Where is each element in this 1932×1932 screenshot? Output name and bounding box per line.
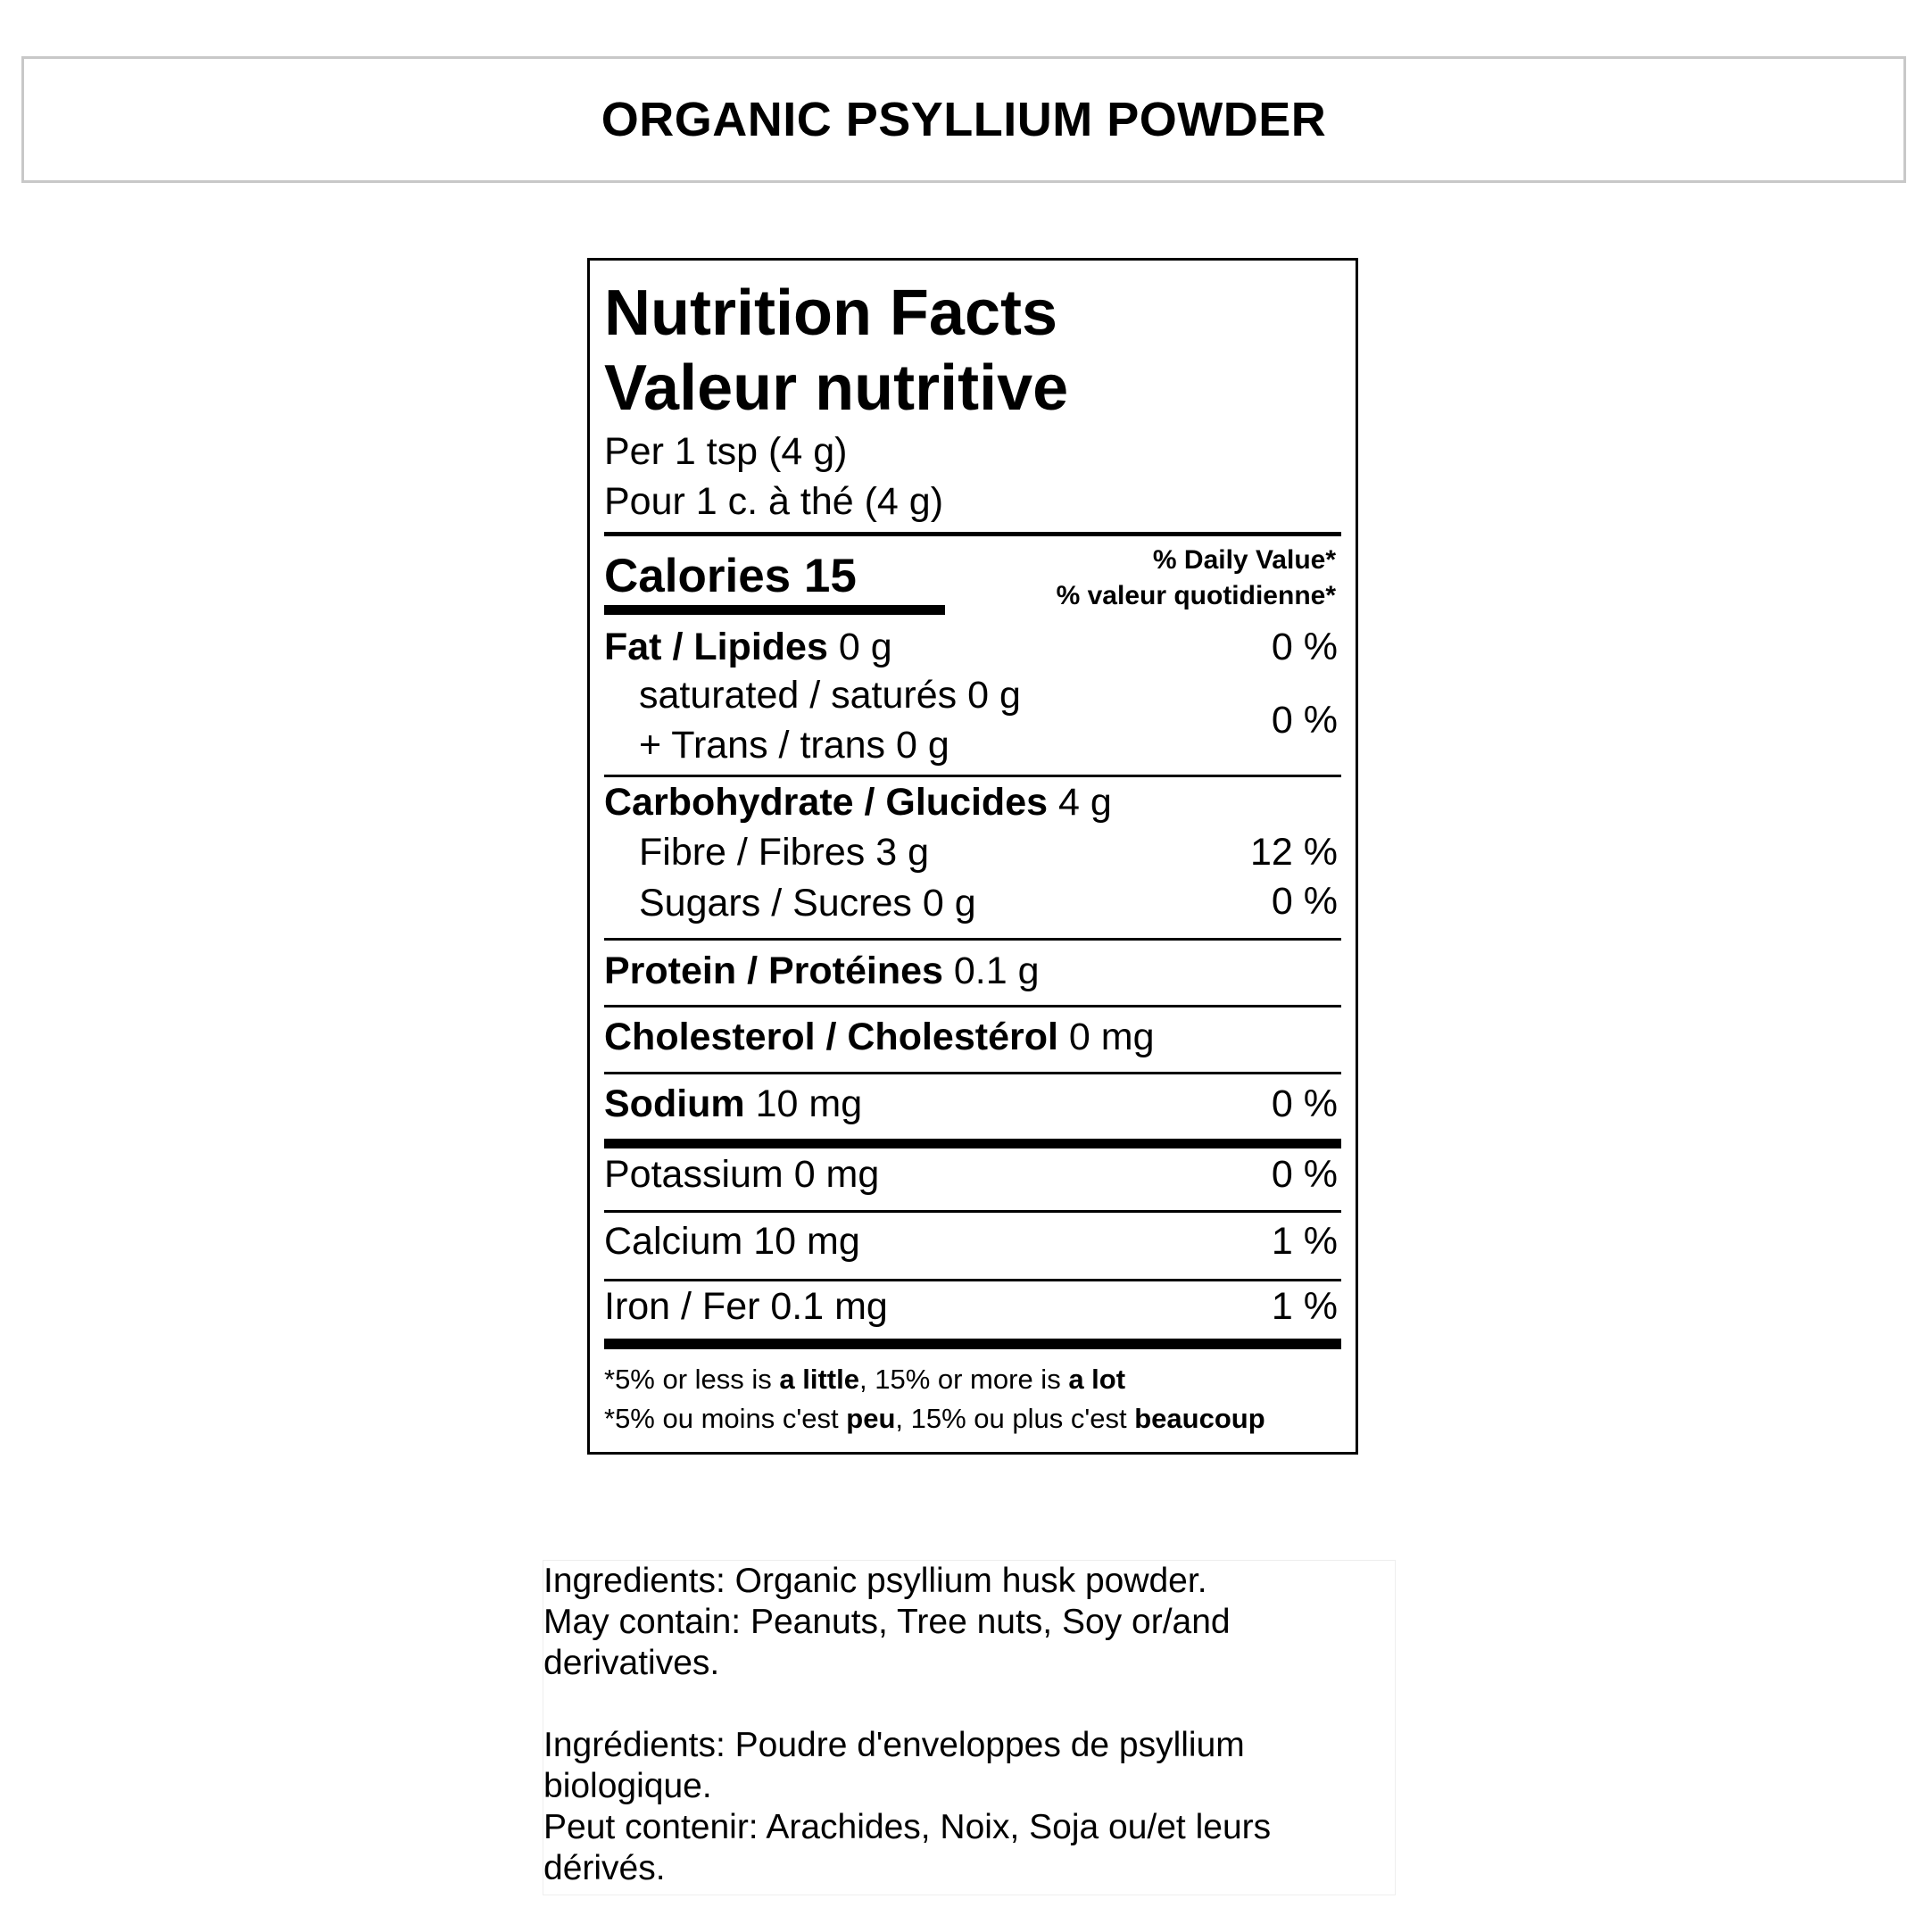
cholesterol-row	[604, 1018, 1155, 1057]
footnote-en-part1: *5% or less is	[604, 1364, 780, 1395]
saturated-row: saturated / saturés 0 g	[639, 674, 1021, 717]
protein-label: Protein / Protéines	[604, 949, 943, 992]
fat-amount: 0 g	[838, 626, 892, 668]
fibre-dv: 12 %	[1249, 831, 1338, 874]
footnote-en	[604, 1365, 1125, 1393]
ingredients-en-line3: derivatives.	[543, 1644, 720, 1682]
protein-row	[604, 949, 1040, 992]
potassium-row: Potassium 0 mg	[604, 1153, 880, 1196]
footnote-en-lot: a lot	[1068, 1364, 1126, 1395]
carbohydrate-row	[604, 781, 1112, 824]
iron-dv: 1 %	[1271, 1285, 1338, 1328]
nutrition-facts-table	[587, 258, 1358, 1455]
footnote-fr-peu: peu	[846, 1403, 896, 1434]
cholesterol-label: Cholesterol / Cholestérol	[604, 1016, 1058, 1058]
dv-header-fr: % valeur quotidienne*	[1056, 581, 1336, 610]
ingredients-spacer	[543, 1684, 1395, 1725]
potassium-dv: 0 %	[1271, 1153, 1338, 1196]
trans-row: + Trans / trans 0 g	[639, 724, 949, 767]
carbohydrate-label: Carbohydrate / Glucides	[604, 781, 1049, 824]
nutrition-heading-en: Nutrition Facts	[604, 278, 1058, 349]
ingredients-en-line1: Ingredients: Organic psyllium husk powder.	[543, 1562, 1207, 1600]
product-title-box	[21, 56, 1906, 183]
rule-after-potassium	[604, 1210, 1341, 1213]
sodium-label: Sodium	[604, 1082, 745, 1125]
fibre-row: Fibre / Fibres 3 g	[639, 831, 929, 874]
ingredients-fr-line2: biologique.	[543, 1767, 712, 1805]
dv-header-en: % Daily Value*	[1152, 545, 1336, 575]
rule-thick-after-sodium	[604, 1139, 1341, 1148]
serving-size-fr: Pour 1 c. à thé (4 g)	[604, 480, 944, 523]
rule-after-calcium	[604, 1279, 1341, 1281]
sodium-amount: 10 mg	[755, 1082, 863, 1125]
fat-label: Fat / Lipides	[604, 626, 828, 668]
fat-dv: 0 %	[1271, 626, 1338, 668]
iron-row: Iron / Fer 0.1 mg	[604, 1285, 888, 1328]
carbohydrate-amount: 4 g	[1057, 781, 1112, 824]
cholesterol-amount: 0 mg	[1068, 1016, 1155, 1058]
sodium-row	[604, 1082, 863, 1125]
footnote-fr	[604, 1405, 1265, 1432]
ingredients-panel	[543, 1560, 1396, 1895]
sugars-dv: 0 %	[1271, 880, 1338, 923]
rule-thick-top	[604, 532, 1341, 536]
product-title: ORGANIC PSYLLIUM POWDER	[601, 93, 1327, 146]
ingredients-fr-line1: Ingrédients: Poudre d'enveloppes de psyllium	[543, 1726, 1245, 1764]
protein-amount: 0.1 g	[953, 949, 1040, 992]
sodium-dv: 0 %	[1271, 1082, 1338, 1125]
calcium-row: Calcium 10 mg	[604, 1220, 860, 1263]
rule-thick-bottom	[604, 1339, 1341, 1349]
footnote-fr-part1: *5% ou moins c'est	[604, 1403, 847, 1434]
rule-after-carbs	[604, 938, 1341, 941]
rule-after-cholesterol	[604, 1072, 1341, 1074]
ingredients-fr-line4: dérivés.	[543, 1849, 666, 1887]
saturated-trans-dv: 0 %	[1271, 699, 1338, 742]
rule-after-protein	[604, 1005, 1341, 1007]
footnote-fr-part2: , 15% ou plus c'est	[895, 1403, 1135, 1434]
sugars-row: Sugars / Sucres 0 g	[639, 882, 976, 925]
footnote-fr-beaucoup: beaucoup	[1134, 1403, 1265, 1434]
calories-underline	[604, 605, 945, 615]
calories-label: Calories 15	[604, 550, 857, 602]
serving-size-en: Per 1 tsp (4 g)	[604, 430, 848, 473]
ingredients-en-line2: May contain: Peanuts, Tree nuts, Soy or/and	[543, 1603, 1231, 1641]
fat-row	[604, 628, 892, 667]
rule-after-fat	[604, 775, 1341, 777]
calcium-dv: 1 %	[1271, 1220, 1338, 1263]
footnote-en-part2: , 15% or more is	[859, 1364, 1069, 1395]
ingredients-fr-line3: Peut contenir: Arachides, Noix, Soja ou/et leurs	[543, 1808, 1272, 1846]
nutrition-heading-fr: Valeur nutritive	[604, 352, 1069, 424]
footnote-en-little: a little	[779, 1364, 859, 1395]
